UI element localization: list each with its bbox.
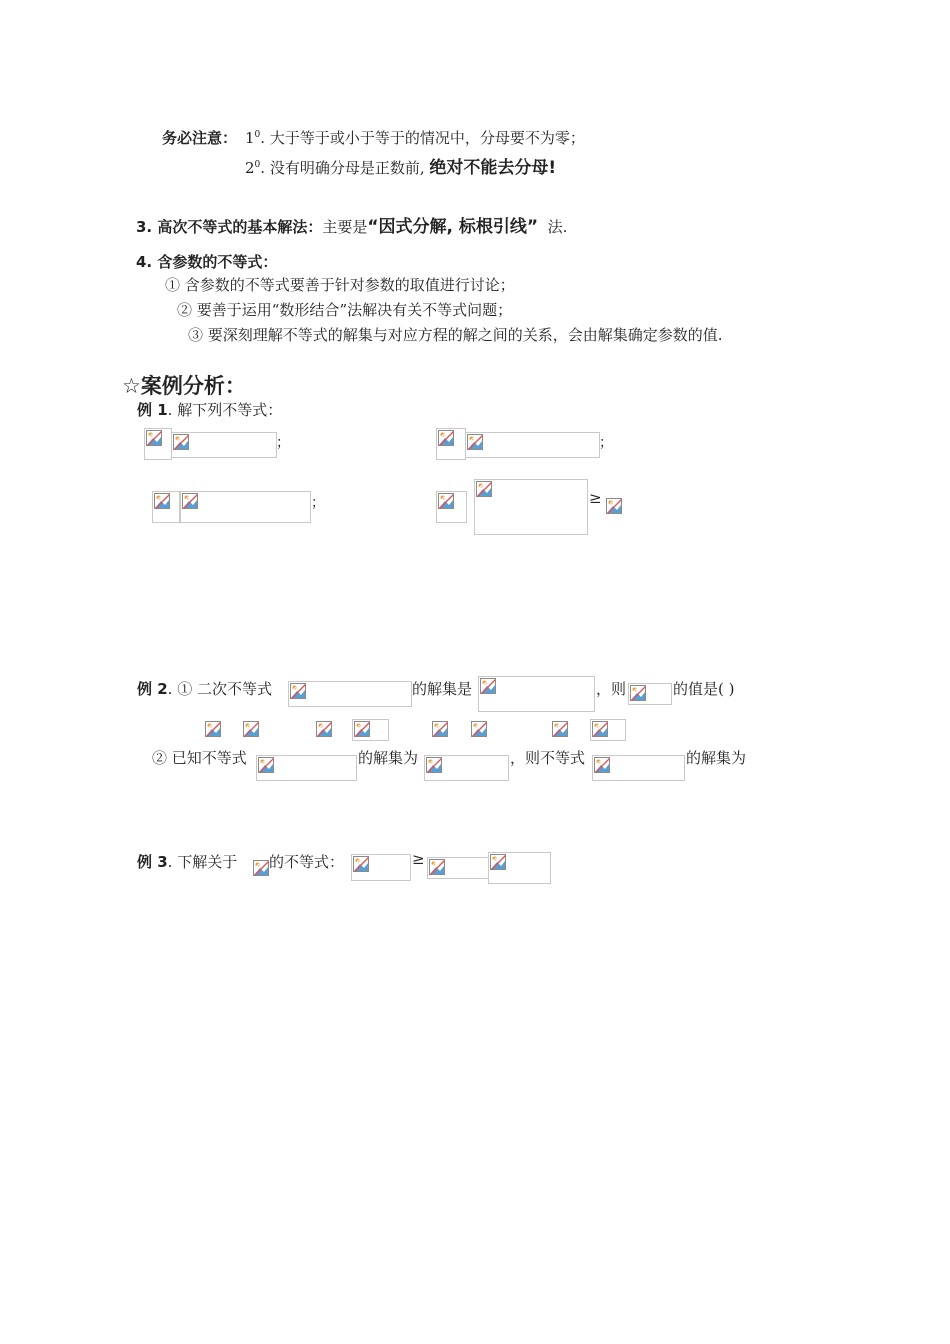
formula-image — [465, 432, 600, 458]
broken-image-icon — [552, 721, 568, 737]
separator: ； — [276, 435, 290, 451]
formula-image — [436, 428, 466, 460]
broken-image-icon — [182, 493, 198, 509]
broken-image-icon — [480, 678, 496, 694]
formula-image — [478, 676, 595, 712]
formula-image — [144, 428, 172, 460]
formula-image — [251, 858, 269, 878]
example2-label: 例 2 — [137, 680, 168, 698]
broken-image-icon — [592, 721, 608, 737]
example2b-text: ② 已知不等式 — [152, 749, 247, 767]
section3-line: 3. 高次不等式的基本解法：主要是“因式分解, 标根引线” 法. — [136, 217, 568, 237]
broken-image-icon — [476, 481, 492, 497]
section4-item-1: ① 含参数的不等式要善于针对参数的取值进行讨论； — [165, 276, 515, 294]
formula-image — [488, 852, 551, 884]
broken-image-icon — [438, 430, 454, 446]
broken-image-icon — [353, 856, 369, 872]
broken-image-icon — [154, 493, 170, 509]
geq-sign: ≥ — [589, 489, 602, 507]
section4-title: 4. 含参数的不等式： — [136, 253, 278, 271]
example2b-text: ，则不等式 — [510, 749, 586, 767]
broken-image-icon — [438, 493, 454, 509]
notice-emphasis: 绝对不能去分母! — [429, 158, 557, 178]
broken-image-icon — [606, 498, 622, 514]
broken-image-icon — [205, 721, 221, 737]
broken-image-icon — [253, 860, 269, 876]
broken-image-icon — [146, 430, 162, 446]
formula-image — [256, 755, 357, 781]
example3-text: 的不等式： — [269, 853, 345, 871]
choice-image — [550, 719, 572, 741]
example2-text: 的解集是 — [412, 680, 473, 698]
broken-image-icon — [471, 721, 487, 737]
example3-label-line: 例 3. 下解关于 — [137, 853, 238, 871]
example1-label: 例 1 — [137, 401, 168, 419]
broken-image-icon — [354, 721, 370, 737]
section3-emphasis: “因式分解, 标根引线” — [367, 217, 539, 237]
case-heading: ☆案例分析： — [122, 374, 246, 398]
example1-line: 例 1. 解下列不等式： — [137, 401, 283, 419]
notice-label: 务必注意： — [162, 129, 238, 147]
formula-image — [436, 491, 467, 523]
broken-image-icon — [173, 434, 189, 450]
broken-image-icon — [243, 721, 259, 737]
formula-image — [288, 681, 412, 707]
broken-image-icon — [467, 434, 483, 450]
example2-label-line: 例 2. ① 二次不等式 — [137, 680, 272, 698]
broken-image-icon — [490, 854, 506, 870]
formula-image — [592, 755, 685, 781]
choice-image — [469, 719, 491, 741]
broken-image-icon — [316, 721, 332, 737]
formula-image — [180, 491, 311, 523]
choice-image — [314, 719, 336, 741]
broken-image-icon — [258, 757, 274, 773]
formula-image — [474, 479, 588, 535]
formula-image — [171, 432, 277, 458]
broken-image-icon — [290, 683, 306, 699]
formula-image — [427, 857, 489, 879]
example3-label: 例 3 — [137, 853, 168, 871]
section4-item-3: ③ 要深刻理解不等式的解集与对应方程的解之间的关系，会由解集确定参数的值. — [188, 326, 723, 344]
separator: ； — [599, 435, 613, 451]
section3-title: 3. 高次不等式的基本解法： — [136, 218, 323, 236]
broken-image-icon — [432, 721, 448, 737]
choice-image — [430, 719, 452, 741]
example2-text: 的值是( ) — [673, 680, 735, 698]
choice-image — [203, 719, 225, 741]
broken-image-icon — [429, 859, 445, 875]
separator: ； — [311, 495, 325, 511]
formula-image — [628, 683, 672, 705]
formula-image — [152, 491, 180, 523]
example2b-text: 的解集为 — [358, 749, 419, 767]
example2-text: ，则 — [596, 680, 627, 698]
example2b-text: 的解集为 — [686, 749, 747, 767]
broken-image-icon — [426, 757, 442, 773]
broken-image-icon — [594, 757, 610, 773]
formula-image — [424, 755, 509, 781]
formula-image — [604, 496, 624, 518]
section4-item-2: ② 要善于运用“数形结合”法解决有关不等式问题； — [177, 301, 513, 319]
formula-image — [351, 854, 411, 881]
broken-image-icon — [630, 685, 646, 701]
choice-image — [352, 719, 389, 741]
choice-image — [241, 719, 263, 741]
choice-image — [590, 719, 626, 741]
notice-item-2: $2^0$. 没有明确分母是正数前, 绝对不能去分母! — [245, 158, 557, 178]
geq-sign: ≥ — [412, 850, 425, 868]
notice-item-1: $1^0$. 大于等于或小于等于的情况中，分母要不为零； — [245, 129, 585, 147]
